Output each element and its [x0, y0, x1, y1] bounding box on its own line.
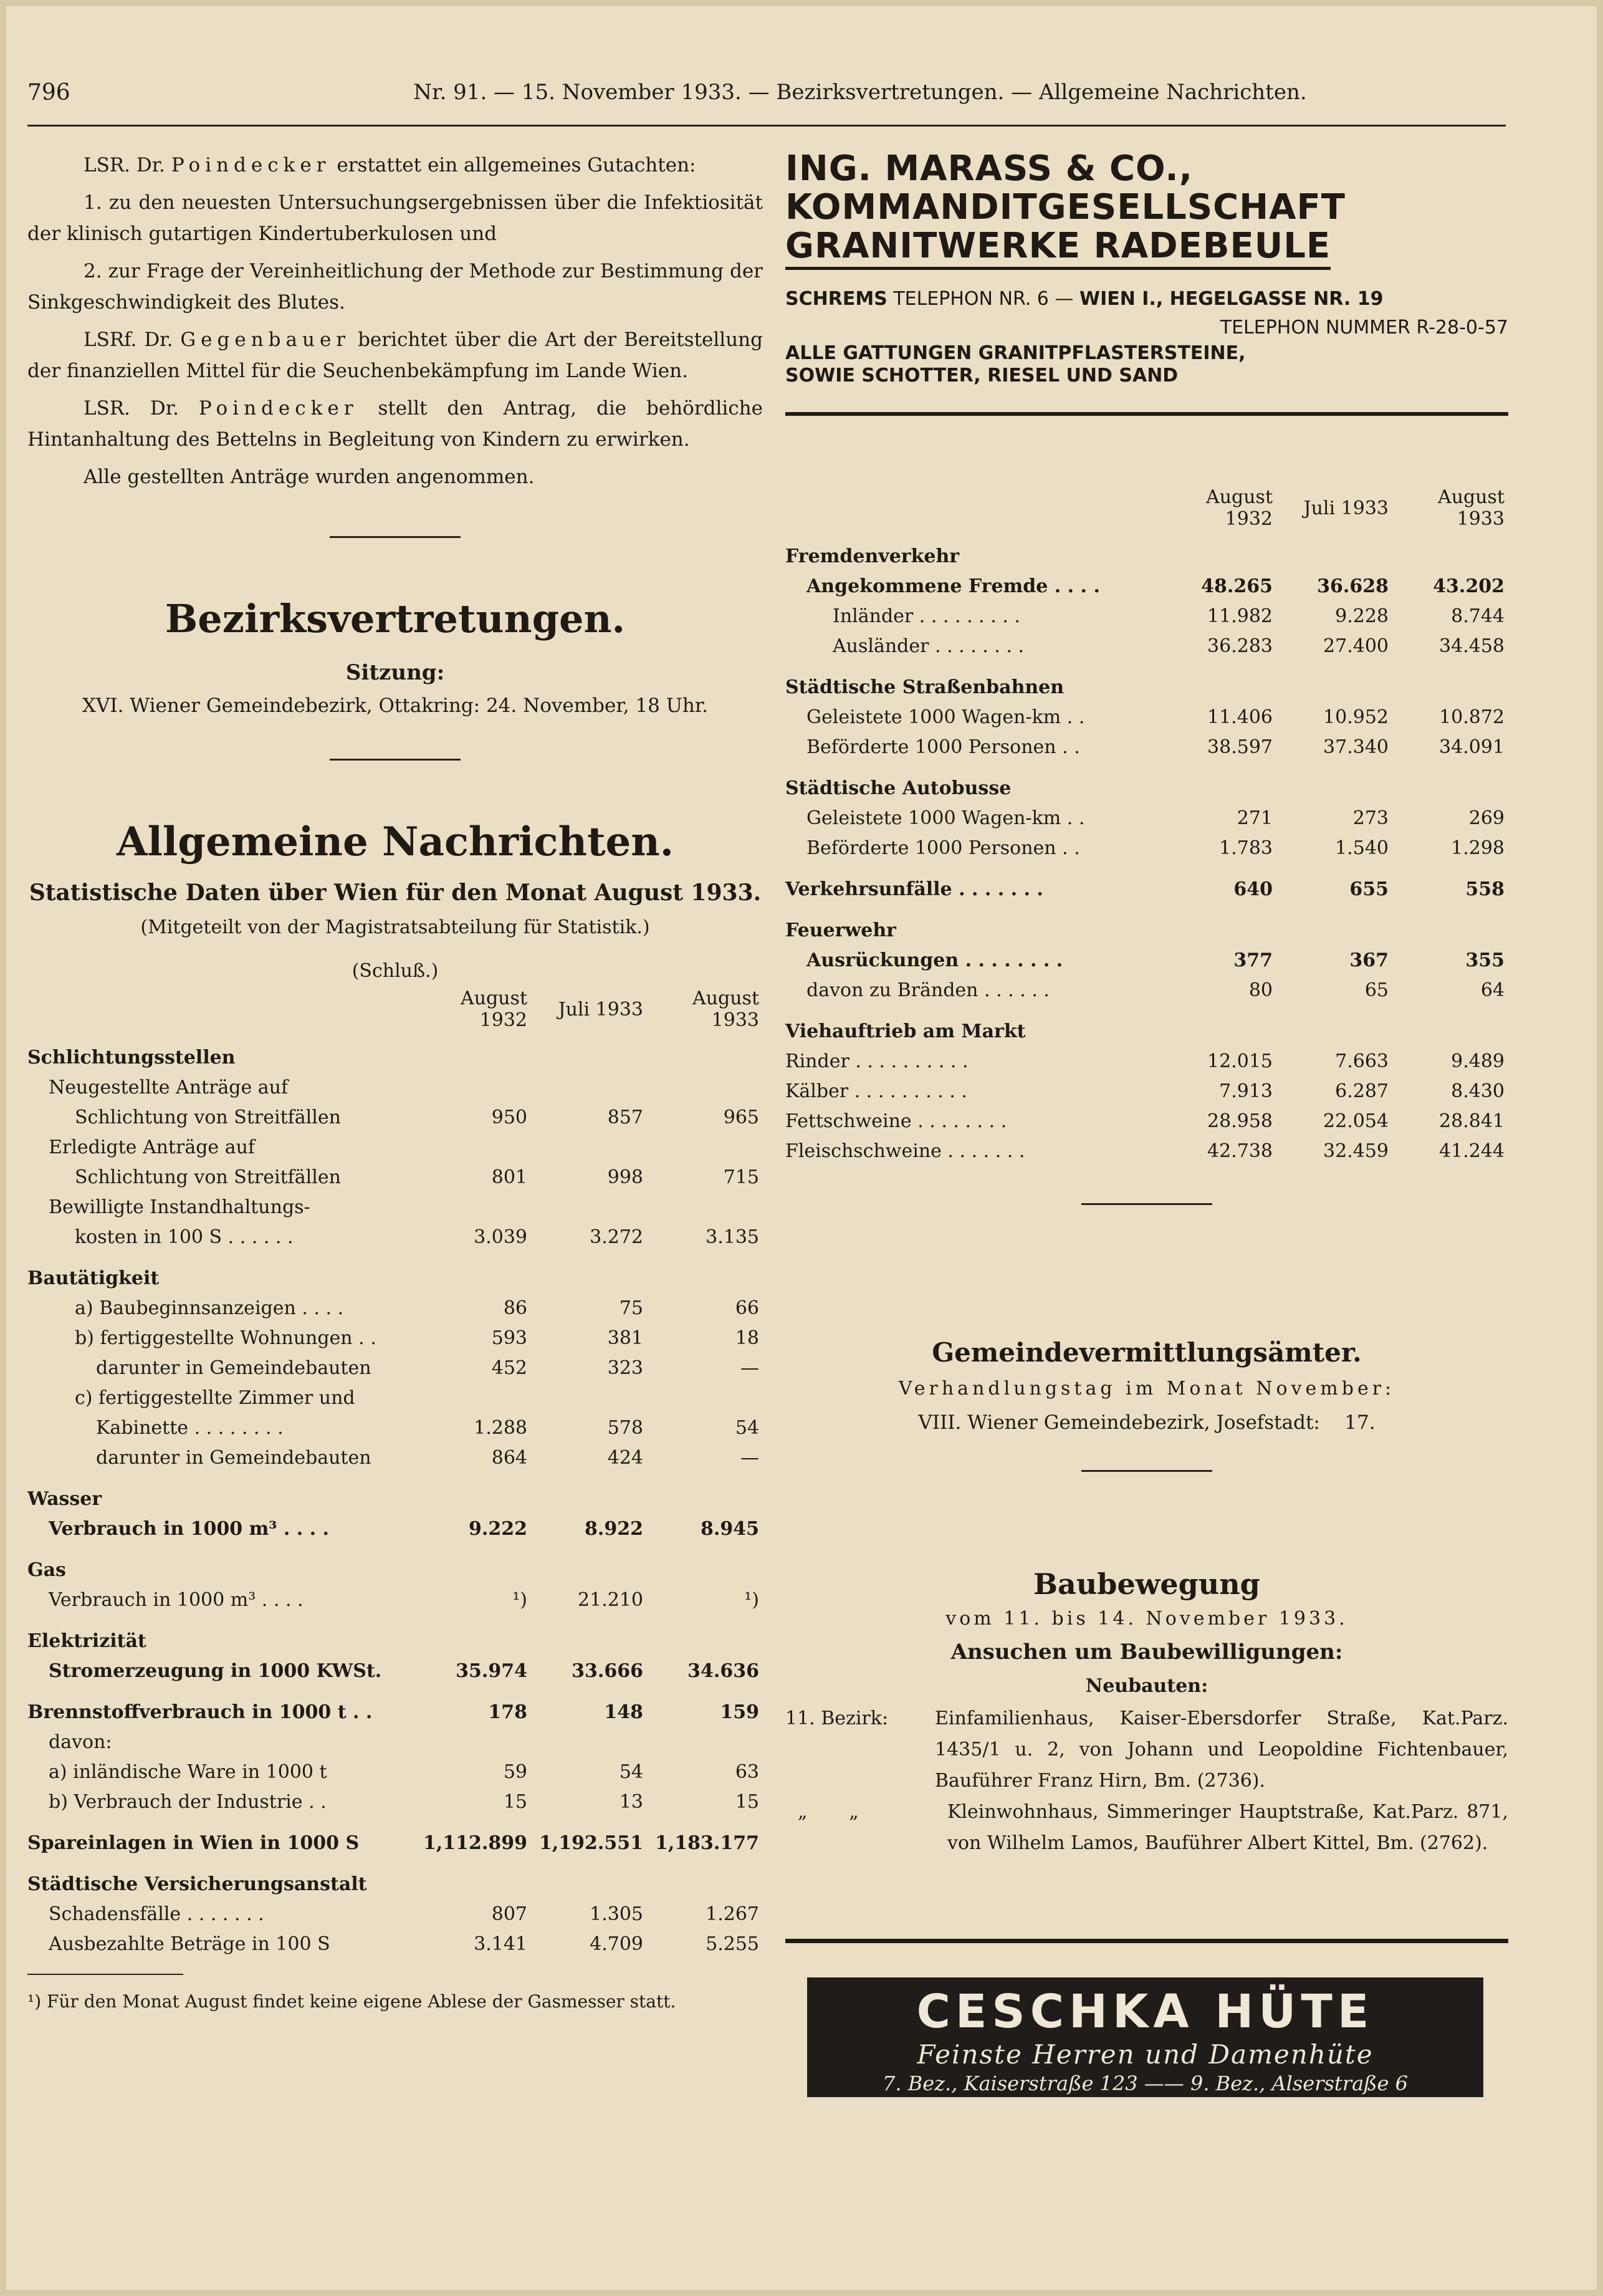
row-value: 801: [491, 1166, 527, 1188]
row-value: [531, 1072, 647, 1102]
gemeinde-line: VIII. Wiener Gemeindebezirk, Josefstadt: 17.: [918, 1411, 1376, 1434]
category-label: Wasser: [27, 1487, 102, 1510]
row-value: 323: [607, 1357, 643, 1379]
running-head: [27, 80, 1506, 117]
bottom-rule: [785, 1939, 1508, 1943]
table-row: [27, 1293, 763, 1323]
row-value: 54: [619, 1760, 643, 1783]
row-label: Erledigte Anträge auf: [49, 1136, 256, 1158]
row-value: 15: [735, 1790, 759, 1813]
intro-paragraph-2: 1. zu den neuesten Untersuchungsergebnissen über die Infektiosität der klinisch gutartigen Kindertuberkulosen und: [27, 191, 763, 245]
row-label: Beförderte 1000 Personen . .: [806, 736, 1080, 758]
statistics-table-right: [785, 486, 1508, 1166]
intro-paragraph-5: LSR. Dr. Poindecker stellt den Antrag, die behördliche Hintanhaltung des Bettelns in Begleitung von Kindern zu erwirken.: [27, 397, 763, 451]
row-label: a) inländische Ware in 1000 t: [49, 1760, 327, 1783]
ad-contact-line: SCHREMS TELEPHON NR. 6 — WIEN I., HEGELGASSE NR. 19: [785, 288, 1384, 310]
row-value: 21.210: [578, 1588, 643, 1611]
row-value: ¹): [512, 1588, 527, 1611]
row-label: Verbrauch in 1000 m³ . . . .: [49, 1588, 304, 1611]
row-value: [415, 1132, 531, 1162]
row-value: 452: [491, 1357, 527, 1379]
row-value: 38.597: [1207, 736, 1273, 758]
row-value: 8.922: [585, 1517, 643, 1540]
row-label: Geleistete 1000 Wagen-km . .: [806, 706, 1085, 728]
table-row: [27, 1514, 763, 1544]
row-value: 34.458: [1439, 635, 1505, 657]
table-row: [785, 1076, 1508, 1106]
col-header: August 1933: [692, 987, 759, 1031]
table-row: [27, 1585, 763, 1615]
intro-paragraph-3: 2. zur Frage der Vereinheitlichung der Methode zur Bestimmung der Sinkgeschwindigkeit des Blutes.: [27, 260, 763, 314]
category-label: Feuerwehr: [785, 919, 896, 941]
category-label: Bautätigkeit: [27, 1267, 160, 1289]
row-value: [647, 1727, 763, 1757]
row-value: 273: [1352, 807, 1389, 829]
allg-subtitle: Statistische Daten über Wien für den Monat August 1933.: [29, 880, 762, 906]
table-row: [27, 1929, 763, 1959]
table-row: [27, 1787, 763, 1817]
row-value: 355: [1465, 949, 1505, 971]
advertisement-ceschka: [807, 1977, 1483, 2097]
table-row: [785, 571, 1508, 601]
statistics-table-left: [27, 987, 763, 1959]
table-row: [785, 732, 1508, 762]
row-label: Beförderte 1000 Personen . .: [806, 837, 1080, 859]
row-label: darunter in Gemeindebauten: [96, 1357, 371, 1379]
row-value: 367: [1349, 949, 1389, 971]
ceschka-addresses: 7. Bez., Kaiserstraße 123 —— 9. Bez., Alserstraße 6: [883, 2072, 1408, 2095]
row-value: 34.091: [1439, 736, 1505, 758]
row-value: 9.228: [1335, 605, 1389, 627]
category-label: Schlichtungsstellen: [27, 1046, 236, 1069]
row-value: 8.744: [1451, 605, 1505, 627]
table-row: [785, 833, 1508, 863]
row-value: 18: [735, 1327, 759, 1349]
row-label: Stromerzeugung in 1000 KWSt.: [49, 1660, 382, 1682]
row-value: 4.709: [590, 1933, 643, 1955]
row-label: kosten in 100 S . . . . . .: [75, 1226, 294, 1248]
ad-line: ING. MARASS & CO.,: [785, 148, 1193, 189]
row-value: 1.298: [1451, 837, 1505, 859]
gemeinde-subtitle: Verhandlungstag im Monat November:: [898, 1378, 1395, 1400]
row-label: davon:: [49, 1731, 112, 1753]
gemeinde-section: [785, 1334, 1508, 1472]
row-value: 148: [604, 1701, 643, 1723]
row-value: 63: [735, 1760, 759, 1783]
row-value: 593: [491, 1327, 527, 1349]
row-value: 42.738: [1207, 1140, 1273, 1162]
table-row: [785, 601, 1508, 631]
category-label: Städtische Versicherungsanstalt: [27, 1873, 367, 1895]
table-row: [27, 1899, 763, 1929]
row-value: 998: [607, 1166, 643, 1188]
advertisement-marass: [785, 150, 1508, 443]
table-row: [27, 1192, 763, 1222]
category-row: [27, 1031, 763, 1072]
row-value: 41.244: [1439, 1140, 1505, 1162]
table-header-row: [785, 486, 1508, 530]
row-value: [531, 1132, 647, 1162]
row-label: Geleistete 1000 Wagen-km . .: [806, 807, 1085, 829]
statistics-table-right-wrap: [785, 486, 1508, 1205]
row-value: 9.489: [1451, 1050, 1505, 1072]
row-value: 1.540: [1335, 837, 1389, 859]
bau-date: vom 11. bis 14. November 1933.: [945, 1608, 1348, 1630]
row-label: Brennstoffverbrauch in 1000 t . .: [27, 1701, 373, 1723]
bau-entry: [785, 1703, 1508, 1797]
row-label: Verbrauch in 1000 m³ . . . .: [49, 1517, 329, 1540]
row-value: 64: [1480, 979, 1505, 1001]
table-row: [785, 702, 1508, 732]
row-value: 75: [619, 1297, 643, 1319]
row-label: a) Baubeginnsanzeigen . . . .: [75, 1297, 344, 1319]
row-label: Neugestellte Anträge auf: [49, 1076, 289, 1098]
row-value: 269: [1468, 807, 1505, 829]
table-row: [785, 1046, 1508, 1076]
row-value: 80: [1248, 979, 1273, 1001]
intro-paragraph-4: LSRf. Dr. Gegenbauer berichtet über die Art der Bereitstellung der finanziellen Mittel für die Seuchenbekämpfung im Lande Wien.: [27, 329, 763, 382]
col-header: Juli 1933: [1303, 497, 1389, 519]
row-value: 11.982: [1207, 605, 1273, 627]
ad-phone-line: TELEPHON NUMMER R-28-0-57: [1220, 317, 1508, 339]
row-value: 1.783: [1219, 837, 1273, 859]
row-value: 65: [1364, 979, 1389, 1001]
category-row: [785, 661, 1508, 702]
bau-subtitle-neubauten: Neubauten:: [1085, 1675, 1208, 1697]
table-row: [785, 803, 1508, 833]
row-value: 34.636: [687, 1660, 759, 1682]
row-value: 424: [607, 1446, 643, 1469]
row-value: [415, 1383, 531, 1413]
category-label: Städtische Straßenbahnen: [785, 676, 1065, 698]
category-row: [27, 1544, 763, 1585]
category-row: [785, 904, 1508, 945]
gemeinde-title: Gemeindevermittlungsämter.: [932, 1337, 1362, 1368]
bau-subtitle: Ansuchen um Baubewilligungen:: [950, 1640, 1343, 1664]
row-value: 28.958: [1207, 1110, 1273, 1132]
row-value: [531, 1383, 647, 1413]
row-value: 1,192.551: [538, 1832, 643, 1854]
table-row: [785, 863, 1508, 904]
row-label: b) fertiggestellte Wohnungen . .: [75, 1327, 376, 1349]
baubewegung-section: [785, 1565, 1508, 1859]
row-value: [415, 1727, 531, 1757]
ad-product-line: SOWIE SCHOTTER, RIESEL UND SAND: [785, 365, 1179, 387]
ad-line: KOMMANDITGESELLSCHAFT: [785, 187, 1346, 228]
row-value: [415, 1192, 531, 1222]
row-label: Angekommene Fremde . . . .: [806, 575, 1100, 597]
category-row: [785, 1005, 1508, 1046]
row-value: 43.202: [1433, 575, 1505, 597]
row-value: 36.628: [1317, 575, 1389, 597]
row-value: 7.913: [1219, 1080, 1273, 1102]
bau-title: Baubewegung: [1033, 1567, 1260, 1601]
table-row: [27, 1413, 763, 1443]
row-value: 32.459: [1323, 1140, 1389, 1162]
row-value: 8.945: [701, 1517, 759, 1540]
row-label: Inländer . . . . . . . . .: [833, 605, 1020, 627]
bau-entry-text: Kleinwohnhaus, Simmeringer Hauptstraße, Kat.Parz. 871, von Wilhelm Lamos, Bauführer Albert Kittel, Bm. (2762).: [947, 1801, 1508, 1854]
row-value: 3.141: [474, 1933, 527, 1955]
row-value: 271: [1237, 807, 1273, 829]
header-rule: [27, 125, 1506, 127]
row-value: [531, 1727, 647, 1757]
row-value: 54: [735, 1416, 759, 1439]
table-row: [27, 1162, 763, 1192]
row-label: Kabinette . . . . . . . .: [96, 1416, 284, 1439]
table-row: [27, 1757, 763, 1787]
row-value: 15: [503, 1790, 527, 1813]
table-row: [27, 1727, 763, 1757]
col-header: August 1932: [461, 987, 527, 1031]
row-value: —: [740, 1446, 759, 1469]
allg-title: Allgemeine Nachrichten.: [116, 819, 674, 865]
ad-line: GRANITWERKE RADEBEULE: [785, 227, 1331, 270]
row-value: 965: [723, 1106, 759, 1128]
table-row: [785, 631, 1508, 661]
row-value: 1.305: [590, 1903, 643, 1925]
left-column: [27, 150, 763, 2016]
category-label: Fremdenverkehr: [785, 545, 960, 567]
intro-paragraph-6: Alle gestellten Anträge wurden angenommen.: [84, 466, 535, 488]
row-label: darunter in Gemeindebauten: [96, 1446, 371, 1469]
row-value: 1.267: [706, 1903, 759, 1925]
row-value: 159: [720, 1701, 759, 1723]
row-value: 27.400: [1323, 635, 1389, 657]
row-value: 3.039: [474, 1226, 527, 1248]
row-label: Spareinlagen in Wien in 1000 S: [27, 1832, 360, 1854]
section-divider: [1081, 1470, 1212, 1472]
row-value: [647, 1192, 763, 1222]
bau-entry-label: 11. Bezirk:: [785, 1708, 889, 1729]
bau-entry-label: „ „: [798, 1801, 859, 1823]
category-row: [27, 1615, 763, 1656]
row-value: 86: [503, 1297, 527, 1319]
table-row: [27, 1323, 763, 1353]
row-label: Schlichtung von Streitfällen: [75, 1106, 341, 1128]
row-value: 33.666: [572, 1660, 643, 1682]
row-value: 12.015: [1207, 1050, 1273, 1072]
running-title: Nr. 91. — 15. November 1933. — Bezirksvertretungen. — Allgemeine Nachrichten.: [413, 80, 1307, 105]
row-value: 28.841: [1439, 1110, 1505, 1132]
row-value: 715: [723, 1166, 759, 1188]
section-divider: [1081, 1203, 1212, 1205]
row-value: 1,112.899: [423, 1832, 527, 1854]
row-label: Kälber . . . . . . . . . .: [785, 1080, 967, 1102]
row-value: 1,183.177: [654, 1832, 759, 1854]
row-value: 37.340: [1323, 736, 1389, 758]
row-label: Fleischschweine . . . . . . .: [785, 1140, 1025, 1162]
row-value: 950: [491, 1106, 527, 1128]
ceschka-brand: CESCHKA HÜTE: [916, 1985, 1374, 2039]
row-value: 578: [607, 1416, 643, 1439]
row-value: 7.663: [1335, 1050, 1389, 1072]
table-row: [27, 1222, 763, 1252]
row-value: 857: [607, 1106, 643, 1128]
table-row: [27, 1686, 763, 1727]
table-row: [27, 1132, 763, 1162]
row-value: 13: [619, 1790, 643, 1813]
category-label: Elektrizität: [27, 1630, 146, 1652]
bezirk-subtitle: Sitzung:: [345, 660, 445, 685]
row-value: 807: [491, 1903, 527, 1925]
row-label: Rinder . . . . . . . . . .: [785, 1050, 969, 1072]
row-value: 5.255: [706, 1933, 759, 1955]
row-value: 6.287: [1335, 1080, 1389, 1102]
ceschka-tagline: Feinste Herren und Damenhüte: [917, 2039, 1374, 2070]
row-value: 22.054: [1323, 1110, 1389, 1132]
row-value: [531, 1192, 647, 1222]
category-label: Gas: [27, 1559, 66, 1581]
row-value: 35.974: [456, 1660, 527, 1682]
row-value: —: [740, 1357, 759, 1379]
row-value: 655: [1349, 878, 1389, 900]
table-row: [27, 1817, 763, 1858]
category-row: [27, 1252, 763, 1293]
footnote: ¹) Für den Monat August findet keine eigene Ablese der Gasmesser statt.: [27, 1991, 676, 2012]
table-row: [27, 1353, 763, 1383]
category-label: Viehauftrieb am Markt: [785, 1020, 1026, 1042]
ad-rule: [785, 412, 1508, 416]
col-header: August 1933: [1438, 486, 1505, 530]
category-row: [785, 762, 1508, 803]
row-label: Ausländer . . . . . . . .: [833, 635, 1025, 657]
bau-entry: [785, 1797, 1508, 1859]
row-label: Verkehrsunfälle . . . . . . .: [785, 878, 1043, 900]
footnote-rule: [27, 1974, 183, 1975]
row-label: Ausbezahlte Beträge in 100 S: [49, 1933, 330, 1955]
table-row: [785, 1106, 1508, 1136]
row-label: davon zu Bränden . . . . . .: [806, 979, 1050, 1001]
table-row: [785, 945, 1508, 975]
row-value: 10.952: [1323, 706, 1389, 728]
row-value: [647, 1072, 763, 1102]
category-label: Städtische Autobusse: [785, 777, 1012, 799]
bau-entry-text: Einfamilienhaus, Kaiser-Ebersdorfer Straße, Kat.Parz. 1435/1 u. 2, von Johann und Leopoldine Fichtenbauer, Bauführer Franz Hirn, Bm. (2736).: [935, 1708, 1508, 1792]
row-value: 59: [503, 1760, 527, 1783]
row-label: c) fertiggestellte Zimmer und: [75, 1386, 355, 1409]
row-value: ¹): [744, 1588, 759, 1611]
ad-product-line: ALLE GATTUNGEN GRANITPFLASTERSTEINE,: [785, 342, 1246, 364]
row-value: 377: [1233, 949, 1273, 971]
col-header: August 1932: [1206, 486, 1273, 530]
row-value: [647, 1383, 763, 1413]
row-value: 864: [491, 1446, 527, 1469]
row-value: 3.272: [590, 1226, 643, 1248]
col-header: Juli 1933: [558, 998, 643, 1021]
row-value: 1.288: [474, 1416, 527, 1439]
category-row: [27, 1472, 763, 1514]
bezirk-line: XVI. Wiener Gemeindebezirk, Ottakring: 24. November, 18 Uhr.: [82, 694, 709, 717]
row-value: 48.265: [1201, 575, 1273, 597]
table-row: [785, 1136, 1508, 1166]
category-row: [27, 1858, 763, 1899]
row-value: 178: [488, 1701, 527, 1723]
row-value: 8.430: [1451, 1080, 1505, 1102]
row-value: 640: [1233, 878, 1273, 900]
row-value: [647, 1132, 763, 1162]
row-value: 381: [607, 1327, 643, 1349]
row-value: 66: [735, 1297, 759, 1319]
row-label: Fettschweine . . . . . . . .: [785, 1110, 1007, 1132]
row-label: Schadensfälle . . . . . . .: [49, 1903, 264, 1925]
bezirk-title: Bezirksvertretungen.: [165, 596, 626, 641]
table-row: [27, 1072, 763, 1102]
page-number: 796: [27, 80, 70, 105]
intro-paragraph-1: LSR. Dr. Poindecker erstattet ein allgemeines Gutachten:: [84, 154, 696, 176]
row-value: 10.872: [1439, 706, 1505, 728]
row-value: 36.283: [1207, 635, 1273, 657]
table-row: [27, 1656, 763, 1686]
table-row: [27, 1383, 763, 1413]
row-value: 9.222: [469, 1517, 527, 1540]
table-row: [27, 1102, 763, 1132]
allg-source: (Mitgeteilt von der Magistratsabteilung für Statistik.): [140, 916, 650, 938]
row-value: 558: [1465, 878, 1505, 900]
row-value: [415, 1072, 531, 1102]
row-label: b) Verbrauch der Industrie . .: [49, 1790, 327, 1813]
table-header-row: [27, 987, 763, 1031]
allg-schluss: (Schluß.): [352, 960, 439, 982]
row-value: 11.406: [1207, 706, 1273, 728]
category-row: [785, 530, 1508, 571]
table-row: [27, 1443, 763, 1472]
table-row: [785, 975, 1508, 1005]
row-label: Ausrückungen . . . . . . . .: [806, 949, 1063, 971]
row-value: 3.135: [706, 1226, 759, 1248]
row-label: Bewilligte Instandhaltungs-: [49, 1196, 310, 1218]
row-label: Schlichtung von Streitfällen: [75, 1166, 341, 1188]
